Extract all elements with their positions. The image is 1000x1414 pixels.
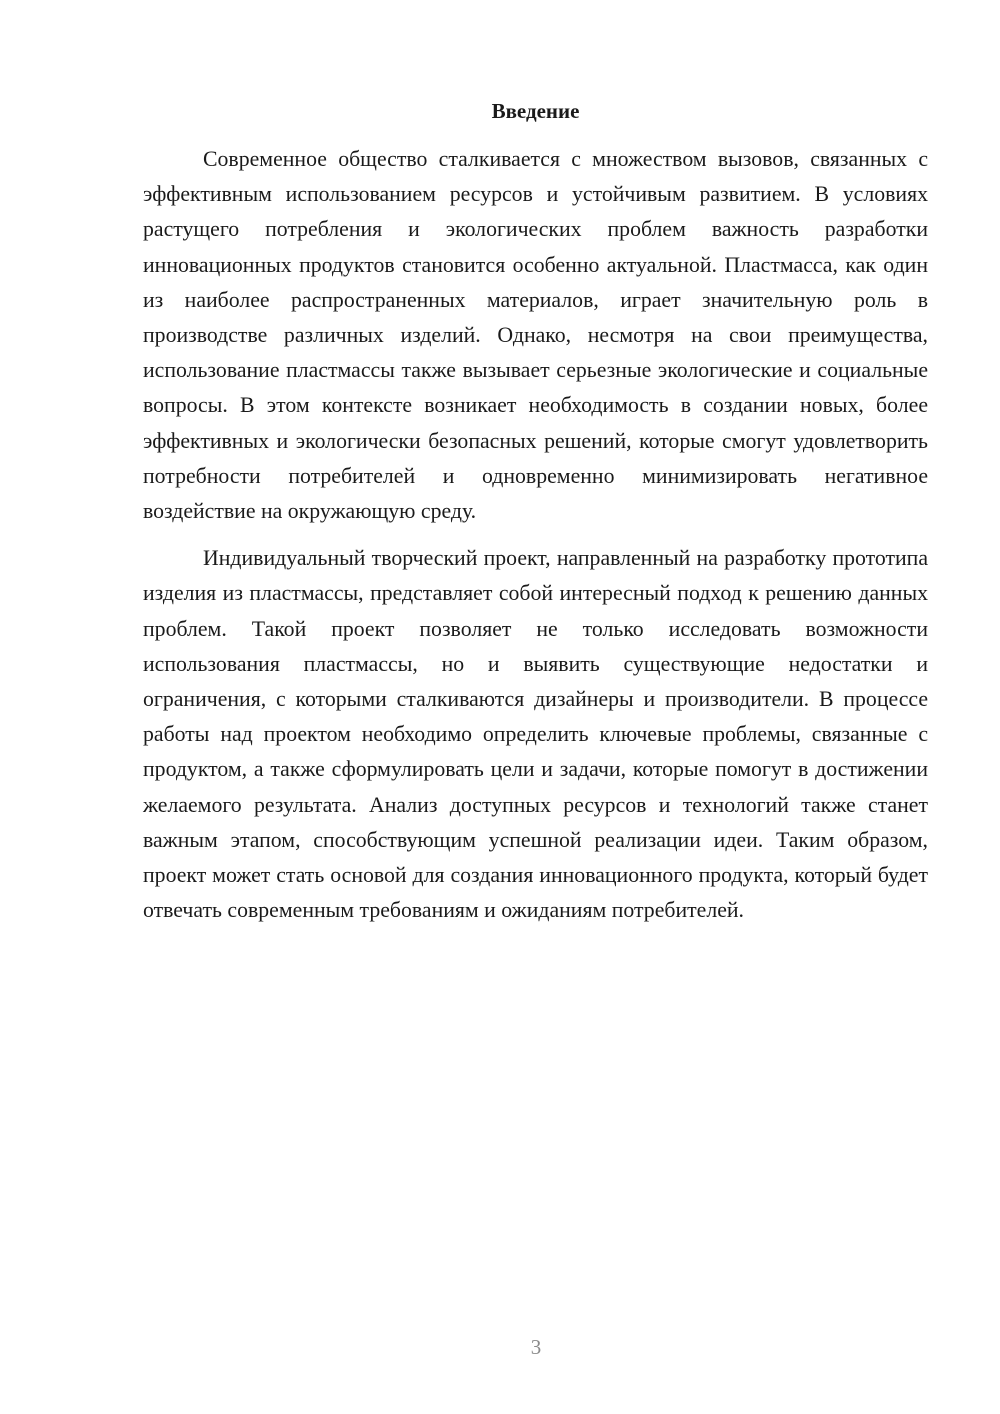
body-text [143,142,928,928]
page-number: 3 [530,1335,542,1359]
section-heading: Введение [491,99,580,123]
paragraph-2: Индивидуальный творческий проект, направленный на разработку прототипа изделия из пластмассы, представляет собой интересный подход к решению данных проблем. Такой проект позволяет не только исследовать возможности использования пластмассы, но и выявить существующие недостатки и ограничения, с которыми сталкиваются дизайнеры и производители. В процессе работы над проектом необходимо определить ключевые проблемы, связанные с продуктом, а также сформулировать цели и задачи, которые помогут в достижении желаемого результата. Анализ доступных ресурсов и технологий также станет важным этапом, способствующим успешной реализации идеи. Таким образом, проект может стать основой для создания инновационного продукта, который будет отвечать современным требованиям и ожиданиям потребителей. [143,546,928,923]
paragraph-1: Современное общество сталкивается с множеством вызовов, связанных с эффективным использованием ресурсов и устойчивым развитием. В условиях растущего потребления и экологических проблем важность разработки инновационных продуктов становится особенно актуальной. Пластмасса, как один из наиболее распространенных материалов, играет значительную роль в производстве различных изделий. Однако, несмотря на свои преимущества, использование пластмассы также вызывает серьезные экологические и социальные вопросы. В этом контексте возникает необходимость в создании новых, более эффективных и экологически безопасных решений, которые смогут удовлетворить потребности потребителей и одновременно минимизировать негативное воздействие на окружающую среду. [143,147,928,524]
